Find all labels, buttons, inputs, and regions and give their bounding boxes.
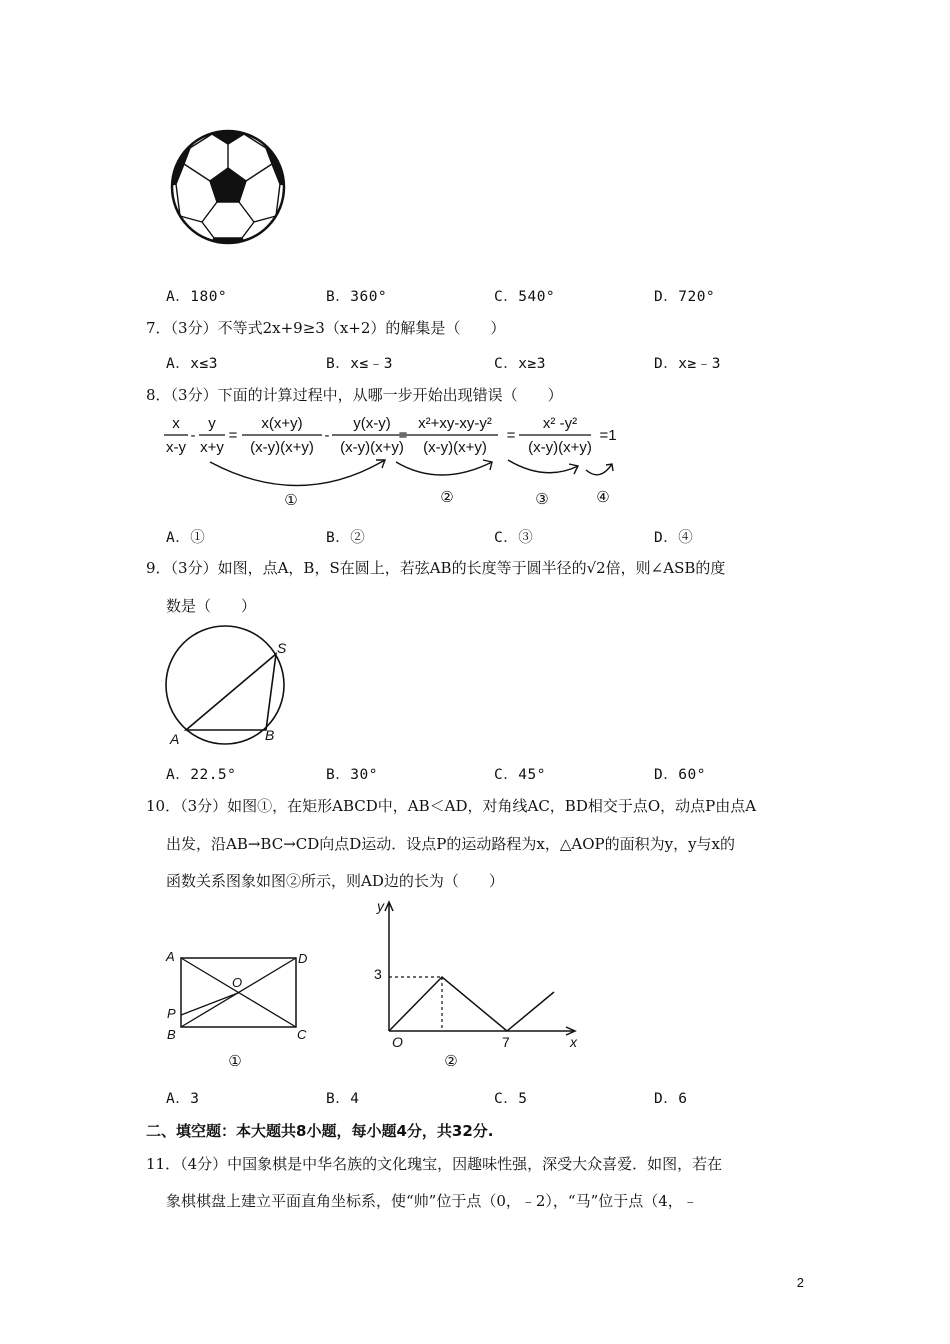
q8-step-3: ③ — [535, 491, 549, 508]
q7-text: 7．（3分）不等式2x+9≥3（x+2）的解集是（ ） — [146, 319, 506, 337]
q8-option-d: D．④ — [654, 530, 694, 546]
q9-option-d: D．60° — [654, 767, 706, 783]
q8-f4-num: y(x-y) — [353, 415, 391, 432]
q9-option-a: A．22.5° — [166, 767, 237, 783]
q9-circle-figure — [160, 622, 300, 750]
q7-option-d: D．x≥﹣3 — [654, 356, 721, 372]
q8-option-b: B．② — [326, 530, 366, 546]
q10-option-a: A．3 — [166, 1091, 200, 1107]
q10-option-c: C．5 — [494, 1091, 528, 1107]
q8-eq-3: = — [506, 427, 516, 444]
q8-f5-num: x²+xy-xy-y² — [418, 415, 492, 432]
q10-fig2-y-label: y — [377, 898, 384, 914]
q10-fig1-c: C — [297, 1027, 307, 1042]
q8-f6-num: x² -y² — [542, 415, 578, 432]
section-2-heading: 二、填空题：本大题共8小题，每小题4分，共32分. — [146, 1122, 494, 1140]
q8-option-c: C．③ — [494, 530, 534, 546]
q8-eq-1: = — [228, 427, 238, 444]
q8-f2-den: x+y — [200, 439, 224, 456]
q10-line-1: 10．（3分）如图①，在矩形ABCD中，AB＜AD，对角线AC，BD相交于点O，动点P由点A — [146, 797, 757, 815]
q8-f3-den: (x-y)(x+y) — [250, 439, 314, 456]
q8-result: =1 — [599, 427, 617, 444]
q11-line-1: 11．（4分）中国象棋是中华名族的文化瑰宝，因趣味性强，深受大众喜爱．如图，若在 — [146, 1155, 723, 1173]
q8-f1-den: x-y — [166, 439, 186, 456]
q8-eq-2: = — [398, 427, 408, 444]
q11-line-2: 象棋棋盘上建立平面直角坐标系，使“帅”位于点（0，﹣2），“马”位于点（4，﹣ — [166, 1192, 698, 1210]
q8-f6-den: (x-y)(x+y) — [528, 439, 592, 456]
q10-graph-figure — [360, 895, 590, 1075]
q9-option-b: B．30° — [326, 767, 378, 783]
q8-text: 8．（3分）下面的计算过程中，从哪一步开始出现错误（ ） — [146, 386, 563, 404]
q8-step-2: ② — [440, 489, 454, 506]
q10-fig2-x-label: x — [570, 1034, 577, 1050]
q8-f4-den: (x-y)(x+y) — [340, 439, 404, 456]
q10-fig1-a: A — [166, 949, 175, 964]
q7-option-b: B．x≤﹣3 — [326, 356, 393, 372]
q8-f3-num: x(x+y) — [261, 415, 303, 432]
q9-label-a: A — [170, 731, 180, 747]
q10-fig2-x-tick-7: 7 — [502, 1034, 510, 1050]
q8-calculation-figure — [160, 410, 630, 514]
page-number: 2 — [796, 1275, 804, 1290]
soccer-ball-figure — [166, 126, 290, 248]
q9-line-2: 数是（ ） — [166, 597, 257, 615]
q10-fig1-b: B — [167, 1027, 176, 1042]
q9-line-1: 9．（3分）如图，点A，B，S在圆上，若弦AB的长度等于圆半径的√2倍，则∠ASB的度 — [146, 559, 726, 577]
q8-minus-2: - — [324, 427, 330, 444]
q10-fig2-caption: ② — [444, 1053, 458, 1070]
q7-option-a: A．x≤3 — [166, 356, 218, 372]
q8-minus-1: - — [190, 427, 196, 444]
q10-option-b: B．4 — [326, 1091, 360, 1107]
q10-fig1-p: P — [167, 1006, 176, 1021]
q9-label-b: B — [265, 727, 275, 743]
q7-option-c: C．x≥3 — [494, 356, 546, 372]
q10-line-3: 函数关系图象如图②所示，则AD边的长为（ ） — [166, 872, 504, 890]
q6-option-d: D．720° — [654, 289, 716, 305]
q6-option-b: B．360° — [326, 289, 388, 305]
q10-rectangle-figure — [160, 945, 320, 1075]
q10-fig2-origin: O — [392, 1034, 403, 1050]
q10-option-d: D．6 — [654, 1091, 688, 1107]
q8-step-4: ④ — [596, 489, 610, 506]
q6-option-c: C．540° — [494, 289, 556, 305]
q10-fig1-o: O — [232, 975, 243, 990]
q8-option-a: A．① — [166, 530, 206, 546]
q9-option-c: C．45° — [494, 767, 546, 783]
q10-fig2-y-tick-3: 3 — [374, 966, 382, 982]
q9-label-s: S — [277, 640, 287, 656]
q10-line-2: 出发，沿AB→BC→CD向点D运动．设点P的运动路程为x，△AOP的面积为y，y与x的 — [166, 835, 736, 853]
q10-fig1-d: D — [298, 951, 308, 966]
q8-f5-den: (x-y)(x+y) — [423, 439, 487, 456]
q8-f2-num: y — [208, 415, 216, 432]
q6-option-a: A．180° — [166, 289, 228, 305]
q8-f1-num: x — [172, 415, 180, 432]
q10-fig1-caption: ① — [228, 1053, 242, 1070]
q8-step-1: ① — [284, 492, 298, 509]
